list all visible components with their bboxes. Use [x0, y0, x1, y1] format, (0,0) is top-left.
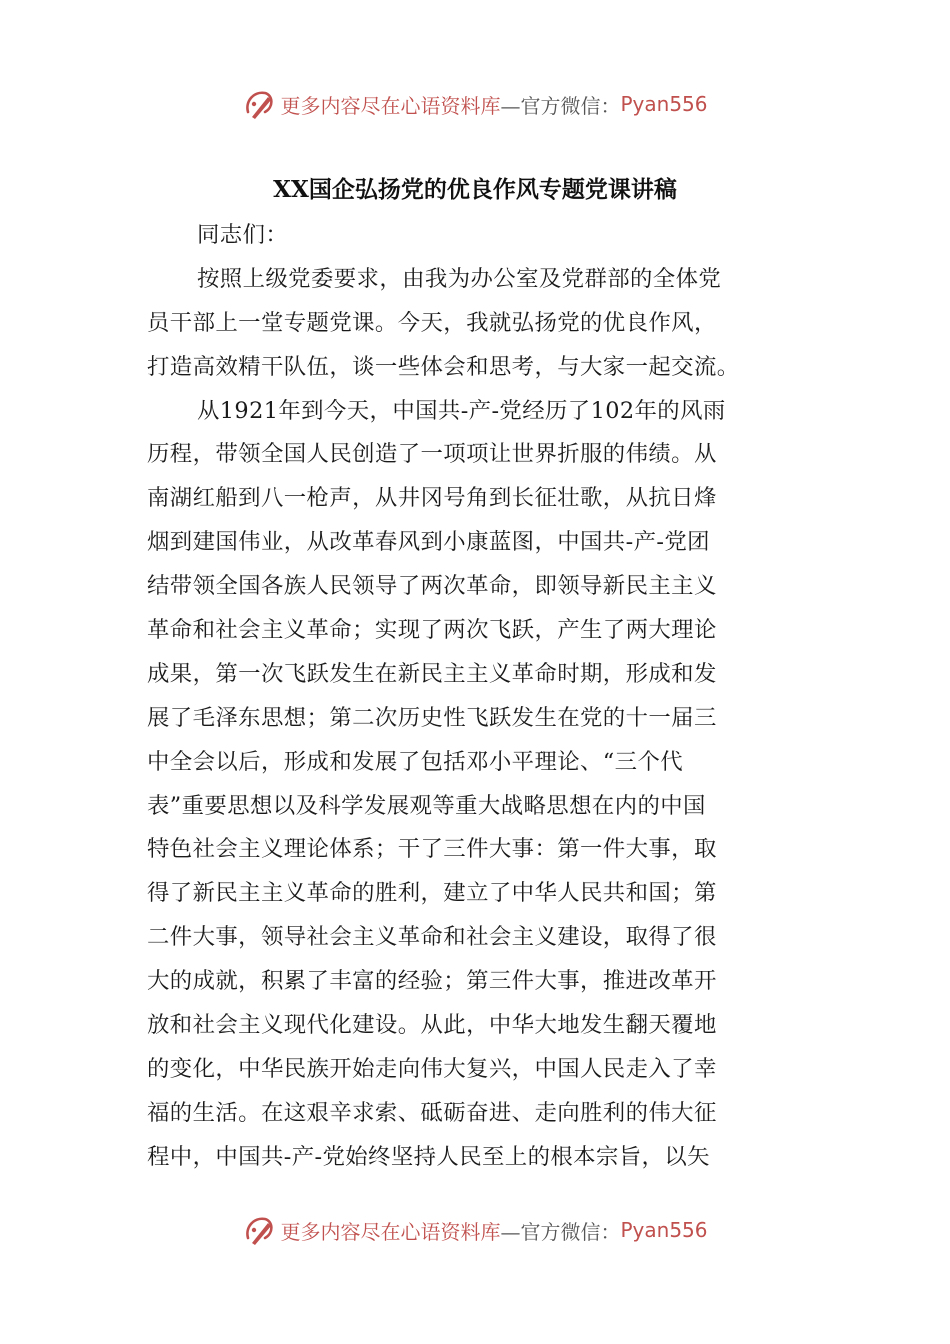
body-text-line: 程中，中国共-产-党始终坚持人民至上的根本宗旨，以矢 [147, 1143, 710, 1170]
document-title: XX国企弘扬党的优良作风专题党课讲稿 [273, 176, 677, 203]
body-text-line: 中全会以后，形成和发展了包括邓小平理论、“三个代 [147, 748, 684, 775]
banner-sub-text: —官方微信： [500, 93, 621, 118]
body-text-line: 福的生活。在这艰辛求索、砥砺奋进、走向胜利的伟大征 [147, 1099, 717, 1126]
body-text-line: 从1921年到今天，中国共-产-党经历了102年的风雨 [197, 397, 726, 424]
body-text-line: 结带领全国各族人民领导了两次革命，即领导新民主主义 [147, 573, 717, 600]
body-text-line: 展了毛泽东思想；第二次历史性飞跃发生在党的十一届三 [147, 704, 717, 731]
body-text-line: 得了新民主主义革命的胜利，建立了中华人民共和国；第 [147, 880, 717, 907]
pen-logo-icon [242, 1213, 276, 1247]
body-text-line: 打造高效精干队伍，谈一些体会和思考，与大家一起交流。 [147, 353, 740, 380]
banner-wechat-id: Pyan556 [620, 1218, 708, 1242]
banner-main-text: 更多内容尽在心语资料库 [280, 93, 501, 118]
body-text-line: 按照上级党委要求，由我为办公室及党群部的全体党 [197, 265, 722, 292]
body-text-line: 成果，第一次飞跃发生在新民主主义革命时期，形成和发 [147, 660, 717, 687]
body-text-line: 特色社会主义理论体系；干了三件大事：第一件大事，取 [147, 836, 717, 863]
body-text-line: 烟到建国伟业，从改革春风到小康蓝图，中国共-产-党团 [147, 529, 710, 556]
body-text-line: 的变化，中华民族开始走向伟大复兴，中国人民走入了幸 [147, 1055, 717, 1082]
banner-main-text: 更多内容尽在心语资料库 [280, 1219, 501, 1244]
footer-watermark-banner [0, 1210, 950, 1250]
body-text-line: 二件大事，领导社会主义革命和社会主义建设，取得了很 [147, 924, 717, 951]
body-text-line: 大的成就，积累了丰富的经验；第三件大事，推进改革开 [147, 968, 717, 995]
banner-wechat-id: Pyan556 [620, 92, 708, 116]
pen-logo-icon [242, 87, 276, 121]
body-text-line: 南湖红船到八一枪声，从井冈号角到长征壮歌，从抗日烽 [147, 485, 717, 512]
banner-sub-text: —官方微信： [500, 1219, 621, 1244]
body-text-line: 革命和社会主义革命；实现了两次飞跃，产生了两大理论 [147, 617, 717, 644]
body-text-line: 同志们： [197, 222, 289, 248]
body-text-line: 表”重要思想以及科学发展观等重大战略思想在内的中国 [147, 792, 706, 819]
document-body [147, 214, 807, 1180]
body-text-line: 放和社会主义现代化建设。从此，中华大地发生翻天覆地 [147, 1012, 717, 1039]
body-text-line: 员干部上一堂专题党课。今天，我就弘扬党的优良作风， [147, 309, 717, 336]
header-watermark-banner [0, 84, 950, 124]
body-text-line: 历程，带领全国人民创造了一项项让世界折服的伟绩。从 [147, 441, 717, 468]
